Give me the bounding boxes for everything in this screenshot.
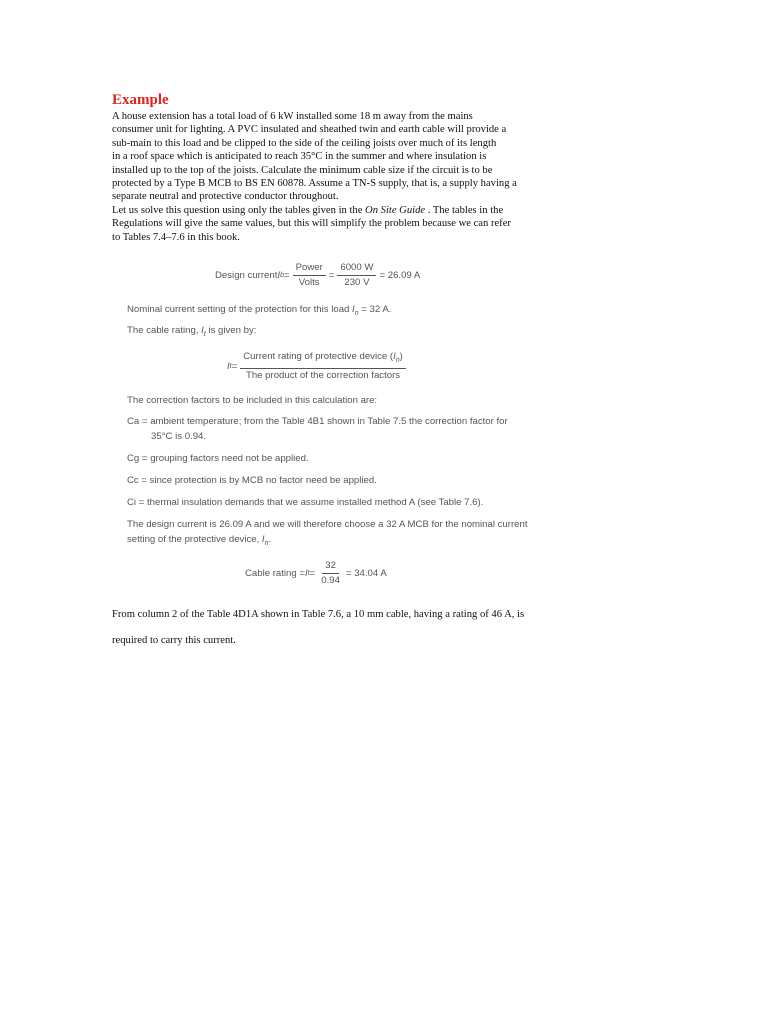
text-line: protected by a Type B MCB to BS EN 60878. Assume a TN-S supply, that is, a supply having a — [112, 178, 517, 190]
factor-cc: Cc = since protection is by MCB no factor need be applied. — [127, 475, 377, 486]
text-line: Let us solve this question using only the tables given in the On Site Guide . The tables in the — [112, 204, 504, 216]
cable-rating-equation: Cable rating = I t = $\frac{32}{0.94}$ = 34.04 A — [245, 560, 387, 586]
text-line: in a roof space which is anticipated to reach 35°C in the summer and where insulation is — [112, 151, 487, 163]
factor-ca-continued: 35°C is 0.94. — [151, 431, 207, 442]
text-line: consumer unit for lighting. A PVC insulated and sheathed twin and earth cable will provide a — [112, 124, 507, 136]
nominal-current-text: Nominal current setting of the protection for this load $I_n = 32$ A. — [127, 304, 392, 317]
design-note: The design current is 26.09 A and we will therefore choose a 32 A MCB for the nominal current — [127, 519, 528, 530]
conclusion-line-continued: required to carry this current. — [112, 635, 236, 646]
problem-statement — [112, 110, 552, 244]
book-title: On Site Guide — [365, 204, 426, 216]
factors-intro: The correction factors to be included in this calculation are: — [127, 395, 378, 406]
watts-over-volts-fraction: $\frac{6000 W}{230 V}$ — [337, 262, 376, 289]
factor-cg: Cg = grouping factors need not be applied. — [127, 453, 309, 464]
text-line: installed up to the top of the joists. Calculate the minimum cable size if the circuit is to be — [112, 164, 493, 176]
rating-over-factors-fraction: $\frac{Current rating of protective device (I_n)}{\text{The product of the correction factors}}$ — [240, 351, 406, 382]
text-line: Regulations will give the same values, but this will simplify the problem because we can refer — [112, 218, 511, 230]
text-line: A house extension has a total load of 6 kW installed some 18 m away from the mains — [112, 111, 473, 122]
conclusion-line: From column 2 of the Table 4D1A shown in Table 7.6, a 10 mm cable, having a rating of 46 A, is — [112, 609, 525, 620]
text-line: sub-main to this load and be clipped to the side of the ceiling joists over much of its length — [112, 137, 497, 149]
factor-ca: Ca = ambient temperature; from the Table 4B1 shown in Table 7.5 the correction factor for — [127, 416, 508, 427]
power-over-volts-fraction: $\frac{\text{Power}}{\text{Volts}}$ — [293, 262, 326, 289]
cable-rating-intro: The cable rating, $I_t$ is given by: — [127, 325, 257, 338]
design-current-equation: Design current I b = $\frac{\text{Power}}{\text{Volts}}$ = $\frac{6000 W}{230 V}$ = 26.09 A — [215, 262, 421, 288]
factor-ci: Ci = thermal insulation demands that we assume installed method A (see Table 7.6). — [127, 497, 484, 508]
cable-rating-formula: I t = $\frac{Current rating of protective device (I_n)}{\text{The product of the correction factors}}$ — [227, 351, 409, 382]
design-note-continued: setting of the protective device, $I_n$. — [127, 534, 272, 547]
text-line: to Tables 7.4–7.6 in this book. — [112, 231, 240, 243]
example-heading: Example — [112, 92, 169, 108]
text-line: separate neutral and protective conductor throughout. — [112, 191, 339, 203]
cable-rating-fraction: $\frac{32}{0.94}$ — [321, 560, 340, 586]
